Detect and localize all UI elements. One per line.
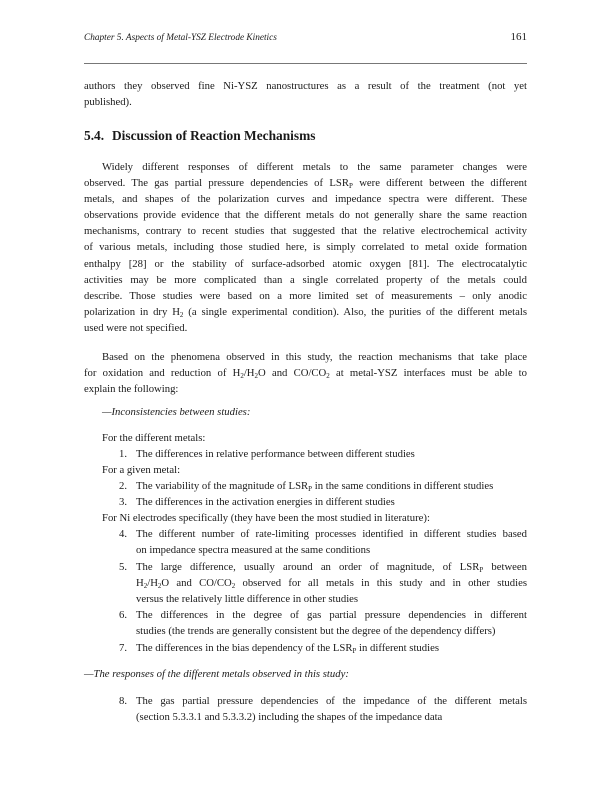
paragraph-1 <box>84 159 527 336</box>
list-item: 4. The different number of rate-limiting processes identified in different studies based on impedance spectra measured at the same conditions <box>119 528 527 557</box>
list-item: 6. The differences in the degree of gas partial pressure dependencies in different studies (the trends are generally consistent but the degree of the dependency differs) <box>119 609 527 638</box>
text-line: observed. The gas partial pressure dependencies of $LSR_P$ were different between the different <box>84 177 527 191</box>
list-item: 5. The large difference, usually around an order of magnitude, of $LSR_P$ between $H_2/H_2O$ and $CO/CO_2$ observed for all metals in this study and in other studies versus the relatively little difference in other studies <box>119 561 527 606</box>
chapter-title: Chapter 5. Aspects of Metal-YSZ Electrode Kinetics <box>84 33 277 43</box>
group-label-metals: For the different metals: <box>102 432 206 444</box>
text-line: Based on the phenomena observed in this study, the reaction mechanisms that take place <box>102 351 527 363</box>
list-item: 8. The gas partial pressure dependencies of the impedance of the different metals (section 5.3.3.1 and 5.3.3.2) including the shapes of the impedance data <box>119 695 527 724</box>
list-item: 3. The differences in the activation energies in different studies <box>119 496 395 508</box>
text-line: Widely different responses of different metals to the same parameter changes were <box>102 161 527 173</box>
paragraph-2 <box>84 349 527 397</box>
header-divider <box>84 63 527 64</box>
text-line: mechanisms, contrary to recent studies that suggested that the relative electrochemical activity <box>84 225 527 238</box>
text-line: observations provide evidence that the different metals do not generally share the same reaction <box>84 209 527 222</box>
section-title: Discussion of Reaction Mechanisms <box>112 128 316 143</box>
list-heading-responses: —The responses of the different metals observed in this study: <box>84 668 349 680</box>
text-line: published). <box>84 96 132 109</box>
text-line: enthalpy [28] or the stability of surface-adsorbed atomic oxygen [81]. The electrocatalytic <box>84 257 527 270</box>
list-heading-inconsistencies: —Inconsistencies between studies: <box>102 406 251 418</box>
text-line: used were not specified. <box>84 321 188 334</box>
section-heading <box>84 128 315 144</box>
text-line: authors they observed fine Ni-YSZ nanostructures as a result of the treatment (not yet <box>84 80 527 92</box>
text-line: of various metals, including those studied here, is simply correlated to metal oxide formation <box>84 241 527 254</box>
intro-paragraph <box>84 78 527 110</box>
text-line: explain the following: <box>84 383 179 396</box>
text-line: activities may be more complicated than a single correlated property of the metals could <box>84 273 527 286</box>
page-number: 161 <box>510 31 527 43</box>
text-line: describe. Those studies were based on a more limited set of measurements – only anodic <box>84 289 527 302</box>
section-number: 5.4. <box>84 128 105 143</box>
text-line: polarization in dry $H_2$ (a single experimental condition). Also, the purities of the different metals <box>84 305 527 319</box>
text-line: for oxidation and reduction of $H_2/H_2O$ and $CO/CO_2$ at metal-YSZ interfaces must be able to <box>84 367 527 381</box>
list-item: 2. The variability of the magnitude of $LSR_P$ in the same conditions in different studies <box>119 480 494 493</box>
list-item: 7. The differences in the bias dependency of the $LSR_P$ in different studies <box>119 642 439 655</box>
text-line: metals, and shapes of the polarization curves and impedance spectra were different. These <box>84 193 527 206</box>
list-item: 1. The differences in relative performance between different studies <box>119 448 415 460</box>
group-label-ni: For Ni electrodes specifically (they have been the most studied in literature): <box>102 512 430 524</box>
running-header <box>84 33 527 51</box>
group-label-given-metal: For a given metal: <box>102 464 181 476</box>
